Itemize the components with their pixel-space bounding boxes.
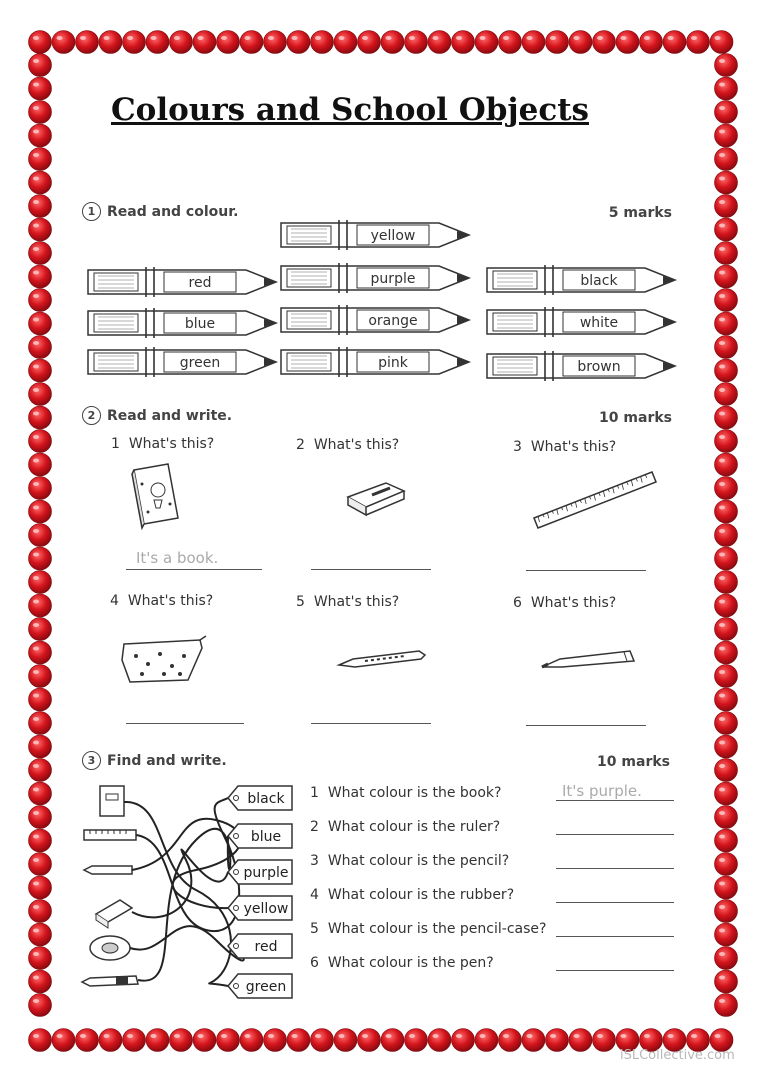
tag-label: yellow [243, 901, 289, 917]
apple-icon [29, 900, 52, 923]
apple-icon [29, 853, 52, 876]
apple-icon [715, 500, 738, 523]
apple-icon [452, 1029, 475, 1052]
pencil-label: black [580, 273, 618, 289]
colour-answer-line-5[interactable] [556, 936, 674, 937]
apple-icon [715, 618, 738, 641]
maze-rubber-icon [96, 900, 132, 928]
apple-icon [123, 1029, 146, 1052]
apple-icon [170, 1029, 193, 1052]
colour-question-1: 1 What colour is the book? [310, 785, 502, 801]
apple-icon [29, 571, 52, 594]
pencil-yellow[interactable] [281, 220, 469, 250]
apple-icon [29, 923, 52, 946]
apple-icon [715, 641, 738, 664]
section2-number: 2 [82, 406, 101, 425]
item6-question: 6 What's this? [513, 595, 617, 611]
item4-question: 4 What's this? [110, 593, 214, 609]
section1-marks: 5 marks [608, 205, 672, 221]
page-title: Colours and School Objects [110, 92, 589, 128]
apple-icon [715, 759, 738, 782]
item5-answer-line[interactable] [311, 723, 431, 724]
item2-question: 2 What's this? [296, 437, 400, 453]
pencil-label: yellow [370, 228, 416, 244]
item3-answer-line[interactable] [526, 570, 646, 571]
tag-label: black [247, 791, 285, 807]
item1-question: 1 What's this? [111, 436, 215, 452]
section2-title: Read and write. [107, 407, 233, 424]
apple-icon [715, 853, 738, 876]
apple-icon [715, 947, 738, 970]
apple-icon [29, 759, 52, 782]
tag-label: purple [243, 865, 289, 881]
item2-answer-line[interactable] [311, 569, 431, 570]
maze-book-icon [100, 786, 124, 816]
apple-icon [193, 1029, 216, 1052]
apple-icon [358, 1029, 381, 1052]
maze-pencil-icon [84, 866, 132, 874]
apple-icon [428, 1029, 451, 1052]
apple-icon [29, 712, 52, 735]
item1-answer-hint: It's a book. [136, 549, 219, 567]
pencil-pink[interactable] [281, 347, 469, 377]
apple-icon [29, 594, 52, 617]
colour-answer-line-6[interactable] [556, 970, 674, 971]
apple-icon [217, 1029, 240, 1052]
apple-icon [715, 900, 738, 923]
apple-icon [715, 806, 738, 829]
tag-blue[interactable] [228, 824, 292, 848]
pencil-label: white [579, 315, 619, 331]
apple-icon [29, 735, 52, 758]
maze-ruler-icon [84, 830, 136, 840]
apple-icon [715, 571, 738, 594]
maze-pen-icon [82, 976, 138, 986]
apple-icon [311, 1029, 334, 1052]
colour-answer-line-1[interactable] [556, 800, 674, 801]
item3-question: 3 What's this? [513, 439, 617, 455]
pencil-white[interactable] [487, 307, 675, 337]
apple-icon [715, 923, 738, 946]
section3-number: 3 [82, 751, 101, 770]
apple-icon [569, 1029, 592, 1052]
apple-icon [29, 994, 52, 1017]
apple-icon [715, 430, 738, 453]
pencil-orange[interactable] [281, 305, 469, 335]
tag-green[interactable] [228, 974, 292, 998]
apple-icon [29, 782, 52, 805]
apple-icon [715, 453, 738, 476]
tag-label: blue [250, 829, 282, 845]
apple-icon [715, 994, 738, 1017]
item4-answer-line[interactable] [126, 723, 244, 724]
apple-icon [715, 876, 738, 899]
pencil-blue[interactable] [88, 308, 276, 338]
item1-answer-line[interactable] [126, 569, 262, 570]
apple-icon [29, 477, 52, 500]
colour-question-4: 4 What colour is the rubber? [310, 887, 515, 903]
apple-icon [715, 594, 738, 617]
apple-icon [29, 524, 52, 547]
apple-icon [715, 524, 738, 547]
apple-icon [715, 477, 738, 500]
watermark: iSLCollective.com [620, 1048, 735, 1063]
apple-icon [29, 970, 52, 993]
apple-icon [593, 1029, 616, 1052]
apple-icon [715, 406, 738, 429]
apple-icon [29, 500, 52, 523]
pencil-label: brown [577, 359, 621, 375]
apple-icon [29, 829, 52, 852]
apple-icon [76, 1029, 99, 1052]
apple-icon [146, 1029, 169, 1052]
colour-question-6: 6 What colour is the pen? [310, 955, 494, 971]
pencil-brown[interactable] [487, 351, 675, 381]
apple-icon [29, 1029, 52, 1052]
apple-icon [715, 547, 738, 570]
rubber-icon [342, 475, 412, 520]
section3-heading [82, 751, 227, 770]
apple-icon [29, 947, 52, 970]
apple-icon [475, 1029, 498, 1052]
colour-answer-line-3[interactable] [556, 868, 674, 869]
apple-icon [29, 806, 52, 829]
tag-red[interactable] [228, 934, 292, 958]
section3-marks: 10 marks [597, 754, 670, 770]
apple-icon [287, 1029, 310, 1052]
apple-icon [240, 1029, 263, 1052]
maze-pencil-case-icon [90, 936, 130, 960]
pencil-label: orange [368, 313, 418, 329]
item5-question: 5 What's this? [296, 594, 400, 610]
apple-icon [29, 406, 52, 429]
apple-icon [715, 665, 738, 688]
apple-icon [29, 665, 52, 688]
apple-icon [29, 547, 52, 570]
apple-icon [29, 688, 52, 711]
colour-answer-line-4[interactable] [556, 902, 674, 903]
apple-icon [715, 712, 738, 735]
apple-icon [546, 1029, 569, 1052]
apple-icon [522, 1029, 545, 1052]
apple-icon [264, 1029, 287, 1052]
pencil-grid [0, 0, 766, 400]
apple-icon [334, 1029, 357, 1052]
section1-number: 1 [82, 202, 101, 221]
apple-icon [29, 876, 52, 899]
pencil-red[interactable] [88, 267, 276, 297]
pencil-green[interactable] [88, 347, 276, 377]
section2-heading [82, 406, 232, 425]
tag-yellow[interactable] [228, 896, 292, 920]
matching-maze [76, 780, 306, 1005]
pencil-case-icon [118, 630, 208, 690]
colour-question-2: 2 What colour is the ruler? [310, 819, 501, 835]
colour-answer-line-2[interactable] [556, 834, 674, 835]
tag-label: green [245, 979, 287, 995]
pencil-label: purple [370, 271, 416, 287]
pencil-purple[interactable] [281, 263, 469, 293]
tag-purple[interactable] [228, 860, 292, 884]
apple-icon [715, 735, 738, 758]
apple-icon [715, 688, 738, 711]
tag-black[interactable] [228, 786, 292, 810]
apple-icon [499, 1029, 522, 1052]
apple-icon [29, 453, 52, 476]
pencil-label: green [179, 355, 221, 371]
apple-icon [715, 782, 738, 805]
pen-icon [335, 645, 430, 675]
section1-title: Read and colour. [107, 203, 239, 220]
colour-question-3: 3 What colour is the pencil? [310, 853, 510, 869]
item6-answer-line[interactable] [526, 725, 646, 726]
ruler-icon [530, 468, 660, 538]
apple-icon [405, 1029, 428, 1052]
pencil-label: blue [184, 316, 216, 332]
apple-icon [715, 970, 738, 993]
apple-icon [29, 641, 52, 664]
colour-answer-hint: It's purple. [562, 782, 642, 800]
apple-icon [29, 618, 52, 641]
colour-question-5: 5 What colour is the pencil-case? [310, 921, 547, 937]
apple-icon [715, 829, 738, 852]
apple-icon [99, 1029, 122, 1052]
pencil-label: pink [378, 355, 408, 371]
section3-title: Find and write. [107, 752, 227, 769]
section2-marks: 10 marks [599, 410, 672, 426]
pencil-icon [538, 645, 638, 675]
book-icon [128, 460, 188, 530]
tag-label: red [254, 939, 278, 955]
pencil-label: red [188, 275, 212, 291]
apple-icon [381, 1029, 404, 1052]
apple-icon [52, 1029, 75, 1052]
apple-icon [29, 430, 52, 453]
pencil-black[interactable] [487, 265, 675, 295]
